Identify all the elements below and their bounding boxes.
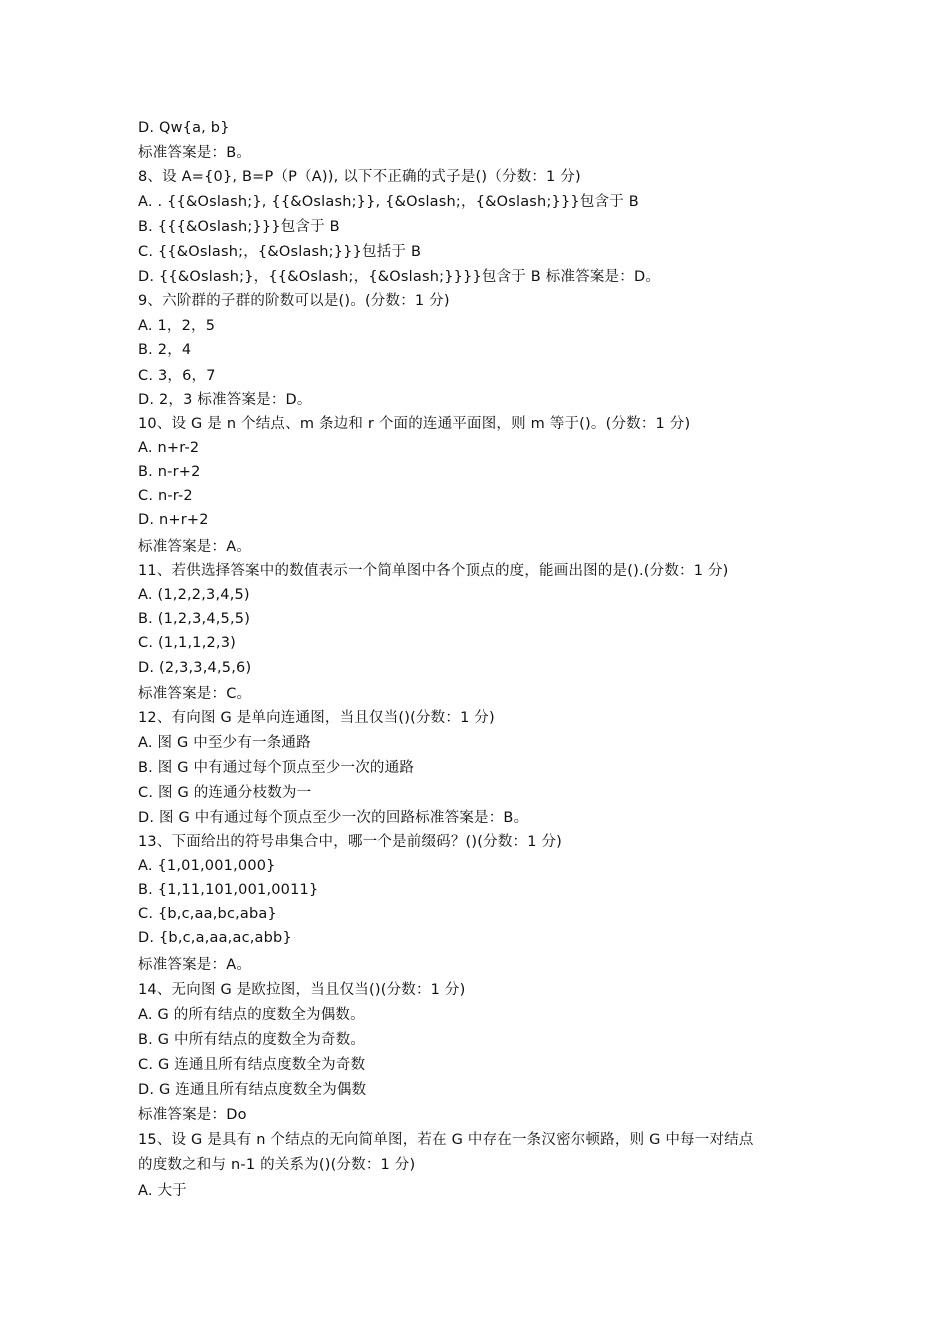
question-9: 9、六阶群的子群的阶数可以是()。(分数：1 分) xyxy=(138,293,450,309)
question-15: 15、设 G 是具有 n 个结点的无向简单图，若在 G 中存在一条汉密尔顿路，则 G 中每一对结点 xyxy=(138,1132,754,1148)
answer-line: 标准答案是：A。 xyxy=(138,957,252,973)
option-line: D. 2，3 标准答案是：D。 xyxy=(138,392,312,408)
question-12: 12、有向图 G 是单向连通图，当且仅当()(分数：1 分) xyxy=(138,710,495,726)
option-line: D. {b,c,a,aa,ac,abb} xyxy=(138,930,292,946)
option-line: C. 图 G 的连通分枝数为一 xyxy=(138,785,312,801)
option-line: D. n+r+2 xyxy=(138,512,209,528)
option-line: D. G 连通且所有结点度数全为偶数 xyxy=(138,1082,367,1098)
option-line: C. n-r-2 xyxy=(138,488,193,504)
question-14: 14、无向图 G 是欧拉图，当且仅当()(分数：1 分) xyxy=(138,982,466,998)
option-line: C. 3，6，7 xyxy=(138,368,216,384)
option-line: B. n-r+2 xyxy=(138,464,201,480)
option-line: D. (2,3,3,4,5,6) xyxy=(138,660,252,676)
option-line: A. n+r-2 xyxy=(138,440,200,456)
option-line: B. G 中所有结点的度数全为奇数。 xyxy=(138,1032,366,1048)
answer-line: 标准答案是：A。 xyxy=(138,539,252,555)
option-line: B. 图 G 中有通过每个顶点至少一次的通路 xyxy=(138,760,415,776)
question-10: 10、设 G 是 n 个结点、m 条边和 r 个面的连通平面图，则 m 等于()。(分数：1 分) xyxy=(138,416,691,432)
option-line: C. {{&Oslash;，{&Oslash;}}}包括于 B xyxy=(138,244,422,260)
option-line: A. {1,01,001,000} xyxy=(138,858,276,874)
question-15-continued: 的度数之和与 n-1 的关系为()(分数：1 分) xyxy=(138,1157,416,1173)
answer-line: 标准答案是：Do xyxy=(138,1107,247,1123)
option-line: C. {b,c,aa,bc,aba} xyxy=(138,906,277,922)
question-13: 13、下面给出的符号串集合中，哪一个是前缀码？()(分数：1 分) xyxy=(138,834,563,850)
option-line: B. (1,2,3,4,5,5) xyxy=(138,611,251,627)
question-8: 8、设 A={0}, B=P（P（A)), 以下不正确的式子是()（分数：1 分) xyxy=(138,169,581,185)
answer-line: 标准答案是：C。 xyxy=(138,686,252,702)
option-line: A. 图 G 中至少有一条通路 xyxy=(138,735,311,751)
option-line: D. {{&Oslash;}，{{&Oslash;，{&Oslash;}}}}包含于 B 标准答案是：D。 xyxy=(138,269,661,285)
option-line: A. 大于 xyxy=(138,1183,187,1199)
option-line: A. G 的所有结点的度数全为偶数。 xyxy=(138,1007,365,1023)
option-line: C. (1,1,1,2,3) xyxy=(138,635,237,651)
option-line: B. 2，4 xyxy=(138,342,192,358)
option-line: D. 图 G 中有通过每个顶点至少一次的回路标准答案是：B。 xyxy=(138,810,529,826)
option-line: A. 1，2，5 xyxy=(138,318,216,334)
option-line: A. (1,2,2,3,4,5) xyxy=(138,587,250,603)
text-line: D. Qw{a, b} xyxy=(138,120,230,136)
option-line: B. {1,11,101,001,0011} xyxy=(138,882,319,898)
option-line: C. G 连通且所有结点度数全为奇数 xyxy=(138,1057,366,1073)
option-line: B. {{{&Oslash;}}}包含于 B xyxy=(138,219,340,235)
question-11: 11、若供选择答案中的数值表示一个简单图中各个顶点的度，能画出图的是().(分数：1 分) xyxy=(138,563,729,579)
answer-line: 标准答案是：B。 xyxy=(138,145,252,161)
option-line: A. . {{&Oslash;}, {{&Oslash;}}, {&Oslash;，{&Oslash;}}}包含于 B xyxy=(138,194,639,210)
